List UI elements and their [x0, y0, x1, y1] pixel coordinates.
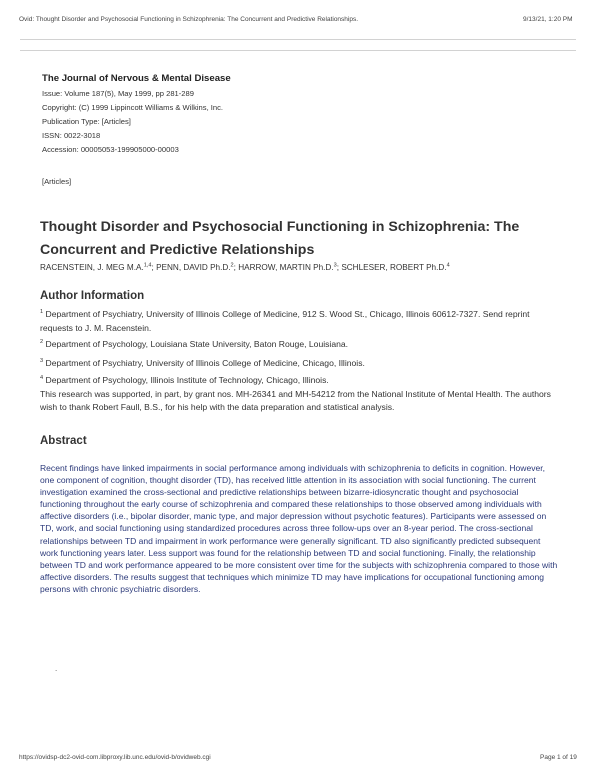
print-footer-url: https://ovidsp-dc2-ovid-com.libproxy.lib.unc.edu/ovid-b/ovidweb.cgi [19, 754, 211, 761]
affiliation-text: Department of Psychiatry, University of Illinois College of Medicine, 912 S. Wood St., Chicago, Illinois 60612-7327. Send reprint requests to J. M. Racenstein. [40, 309, 530, 333]
trailing-dot: . [55, 664, 58, 673]
author-name: HARROW, MARTIN Ph.D. [238, 263, 334, 272]
abstract-heading: Abstract [40, 435, 87, 447]
print-header-title: Ovid: Thought Disorder and Psychosocial Functioning in Schizophrenia: The Concurrent and Predictive Relationships. [19, 16, 359, 23]
funding-acknowledgment: This research was supported, in part, by grant nos. MH-26341 and MH-54212 from the National Institute of Mental Health. The authors wish to thank Robert Faull, B.S., for his help with the data preparation and statistical analysis. [40, 389, 551, 412]
affiliation-item [40, 337, 554, 351]
print-header-datetime: 9/13/21, 1:20 PM [523, 16, 573, 23]
author-affiliation-mark: 4 [446, 262, 450, 269]
print-footer-page: Page 1 of 19 [540, 754, 577, 761]
publication-type: Publication Type: [Articles] [42, 117, 131, 126]
journal-title: The Journal of Nervous & Mental Disease [42, 73, 231, 84]
copyright-info: Copyright: (C) 1999 Lippincott Williams & Wilkins, Inc. [42, 103, 224, 112]
affiliation-item [40, 356, 554, 370]
affiliation-text: Department of Psychology, Illinois Institute of Technology, Chicago, Illinois. [45, 375, 329, 385]
author-info-heading: Author Information [40, 290, 145, 302]
author-name: PENN, DAVID Ph.D. [156, 263, 231, 272]
affiliation-number: 1 [40, 309, 44, 316]
author-affiliation-mark: 3 [333, 262, 337, 269]
author-name: RACENSTEIN, J. MEG M.A. [40, 263, 144, 272]
author-name: SCHLESER, ROBERT Ph.D. [341, 263, 447, 272]
article-type-tag: [Articles] [42, 177, 72, 186]
top-divider-2 [20, 50, 576, 51]
author-affiliation-mark: 2 [230, 262, 234, 269]
affiliation-number: 4 [40, 375, 44, 382]
accession-info: Accession: 00005053-199905000-00003 [42, 145, 179, 154]
article-title: Thought Disorder and Psychosocial Functioning in Schizophrenia: The Concurrent and Predictive Relationships [40, 219, 520, 258]
issue-info: Issue: Volume 187(5), May 1999, pp 281-289 [42, 89, 194, 98]
affiliation-item [40, 307, 554, 335]
issn-info: ISSN: 0022-3018 [42, 131, 101, 140]
top-divider [20, 39, 576, 40]
affiliation-item [40, 373, 554, 387]
author-affiliation-mark: 1,4 [143, 262, 152, 269]
affiliation-text: Department of Psychology, Louisiana State University, Baton Rouge, Louisiana. [45, 339, 349, 349]
affiliation-number: 2 [40, 339, 44, 346]
author-list: RACENSTEIN, J. MEG M.A.$^{1,4}$; PENN, DAVID Ph.D.$^2$; HARROW, MARTIN Ph.D.$^3$; SCHLESER, ROBERT Ph.D.$^4$ [40, 262, 450, 272]
affiliation-text: Department of Psychiatry, University of Illinois College of Medicine, Chicago, Illinois. [45, 358, 365, 368]
abstract-body: Recent findings have linked impairments in social performance among individuals with schizophrenia to deficits in cognition. However, one component of cognition, thought disorder (TD), has received little attention in its association with social functioning. The current investigation examined the cross-sectional and predictive relationships between bizarre-idiosyncratic thought and psychosocial functioning throughout the early course of schizophrenia and compared these relationships to those observed among individuals with affective disorders (i.e., bipolar disorder, manic type, and major depression without psychotic features). Participants were assessed on TD, work, and social functioning using standardized procedures across three follow-ups over an 8-year period. The cross-sectional relationships between TD and impairment in work performance were generally significant. TD also significantly predicted subsequent work functioning years later. Less support was found for the relationship between TD and social functioning. Finally, the relationship between TD and work performance appeared to be more consistent over time for the subjects with schizophrenia compared to those with affective disorders. The results suggest that techniques which minimize TD may have implications for occupational functioning among persons with chronic psychiatric disorders. [40, 463, 558, 594]
affiliation-number: 3 [40, 358, 44, 365]
